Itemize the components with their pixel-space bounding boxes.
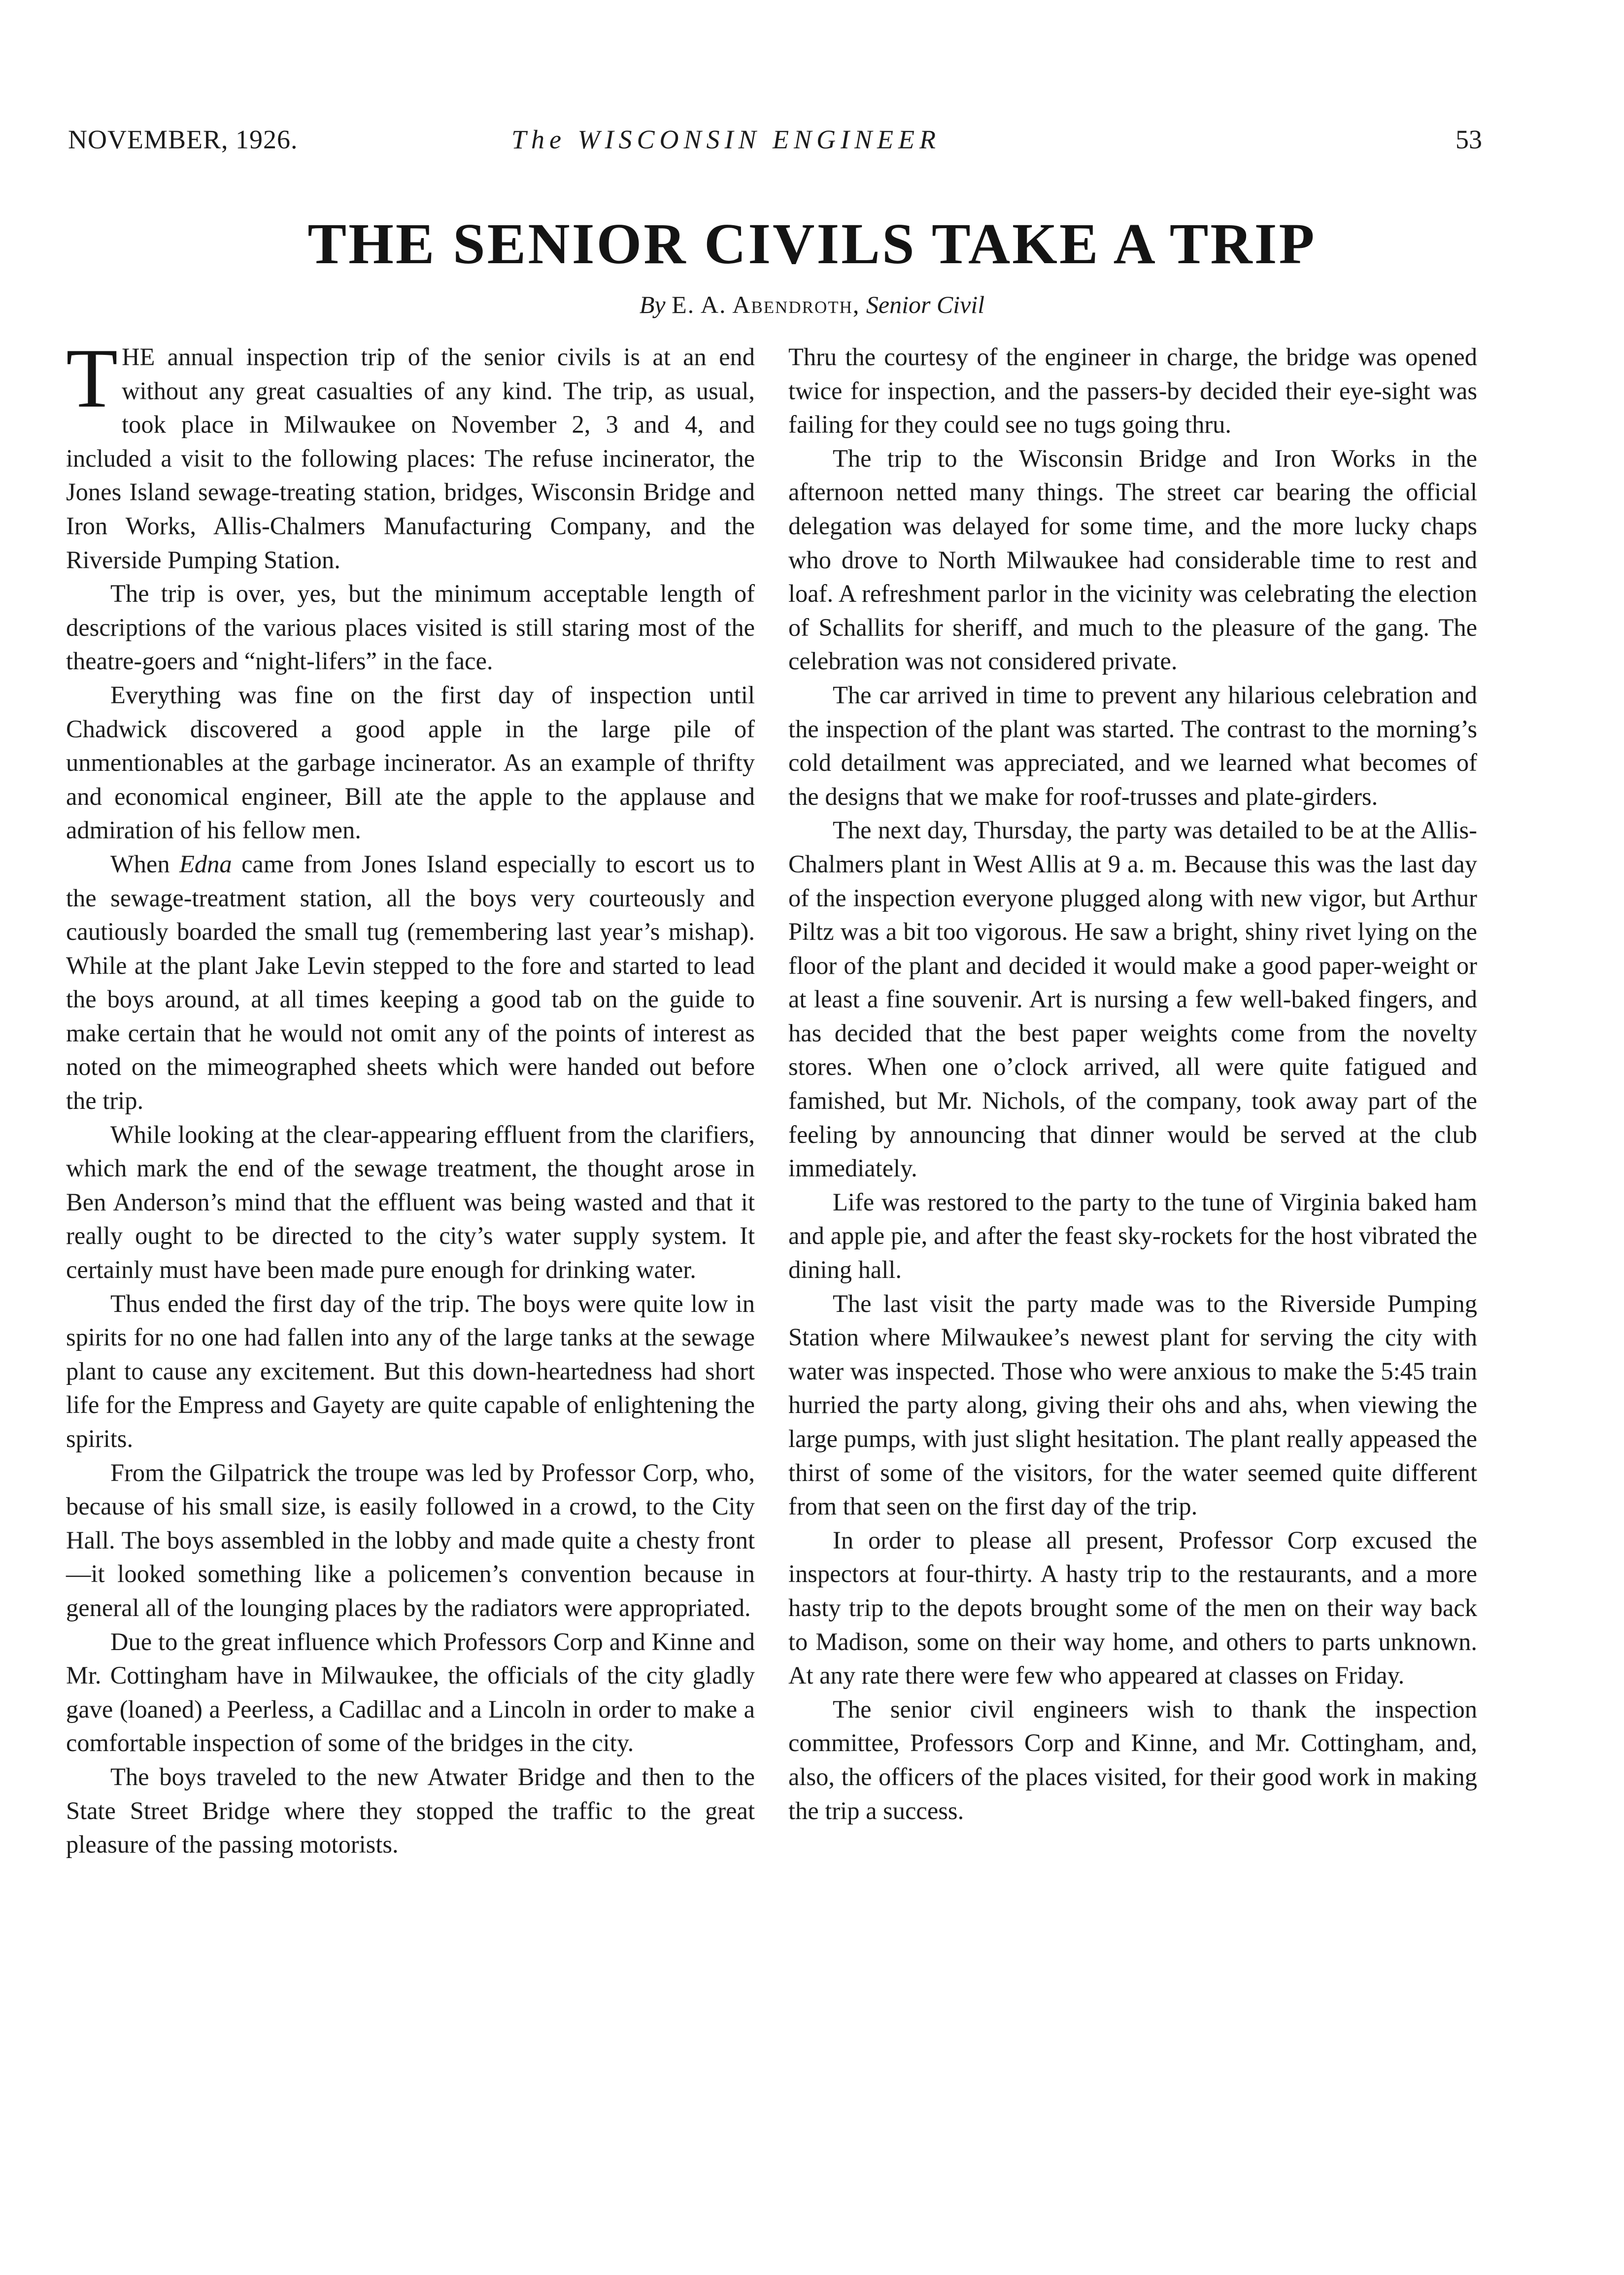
running-head (68, 122, 1482, 157)
paragraph: Thus ended the first day of the trip. The boys were quite low in spirits for no one had fallen into any of the large tanks at the sewage plant to cause any excitement. But this down-heartedness had short life for the Empress and Gayety are quite capable of enlightening the spirits. (66, 1289, 755, 1452)
paragraph: The boys traveled to the new Atwater Bridge and then to the State Street Bridge where they stopped the traffic to the great pleasure of the passing motorists. (66, 1762, 755, 1859)
page-number: 53 (1455, 125, 1482, 154)
issue-date: NOVEMBER, 1926. (68, 125, 298, 154)
paragraph-text: came from Jones Island especially to escort us to the sewage-treatment station, all the boys very courteously and cautiously boarded the small tug (remembering last year’s mishap). While at the plant Jake Levin stepped to the fore and started to lead the boys around, at all times keeping a good tab on the guide to make certain that he would not omit any of the points of interest as noted on the mimeographed sheets which were handed out before the trip. (66, 850, 755, 1115)
drop-cap: T (66, 332, 118, 425)
paragraph-text: When (110, 850, 170, 878)
paragraph (66, 332, 755, 577)
byline-role: Senior Civil (866, 291, 985, 318)
paragraph: The senior civil engineers wish to thank the inspection committee, Professors Corp and Kinne, and Mr. Cottingham, and, also, the officers of the places visited, for their good work in making the trip a success. (788, 1695, 1477, 1825)
paragraph: The next day, Thursday, the party was detailed to be at the Allis-Chalmers plant in West Allis at 9 a. m. Because this was the last day of the inspection everyone plugged along with new vigor, but Arthur Piltz was a bit too vigorous. He saw a bright, shiny rivet lying on the floor of the plant and decided it would make a good paper-weight or at least a fine souvenir. Art is nursing a few well-baked fingers, and has decided that the best paper weights come from the novelty stores. When one o’clock arrived, all were quite fatigued and famished, but Mr. Nichols, of the company, took away part of the feeling by announcing that dinner would be served at the club immediately. (788, 816, 1477, 1182)
paragraph: The car arrived in time to prevent any hilarious celebration and the inspection of the plant was started. The contrast to the morning’s cold detailment was appreciated, and we learned what becomes of the designs that we make for roof-trusses and plate-girders. (788, 681, 1477, 810)
paragraph (66, 847, 755, 1118)
paragraph: Thru the courtesy of the engineer in charge, the bridge was opened twice for inspection, and the passers-by decided their eye-sight was failing for they could see no tugs going thru. (788, 343, 1477, 439)
paragraph: In order to please all present, Professor Corp excused the inspectors at four-thirty. A hasty trip to the restaurants, and a more hasty trip to the depots brought some of the men on their way back to Madison, some on their way home, and others to parts unknown. At any rate there were few who appeared at classes on Friday. (788, 1526, 1477, 1689)
byline (0, 288, 1624, 321)
paragraph: Everything was fine on the first day of inspection until Chadwick discovered a good apple in the large pile of unmentionables at the garbage incinerator. As an example of thrifty and economical engineer, Bill ate the apple to the applause and admiration of his fellow men. (66, 681, 755, 844)
right-column (788, 340, 1477, 1827)
paragraph: The last visit the party made was to the Riverside Pumping Station where Milwaukee’s newest plant for serving the city with water was inspected. Those who were anxious to make the 5:45 train hurried the party along, giving their ohs and ahs, when viewing the large pumps, with just slight hesitation. The plant really appeased the thirst of some of the visitors, for the water seemed quite different from that seen on the first day of the trip. (788, 1289, 1477, 1520)
boat-name: Edna (179, 850, 232, 878)
paragraph: While looking at the clear-appearing effluent from the clarifiers, which mark the end of the sewage treatment, the thought arose in Ben Anderson’s mind that the effluent was being wasted and that it really ought to be directed to the city’s water supply system. It certainly must have been made pure enough for drinking water. (66, 1120, 755, 1284)
paragraph: Life was restored to the party to the tune of Virginia baked ham and apple pie, and after the feast sky-rockets for the host vibrated the dining hall. (788, 1188, 1477, 1284)
journal-name: The WISCONSIN ENGINEER (511, 125, 941, 154)
paragraph-text: HE annual inspection trip of the senior civils is at an end without any great casualties of any kind. The trip, as usual, took place in Milwaukee on November 2, 3 and 4, and included a visit to the following places: The refuse incinerator, the Jones Island sewage-treating station, bridges, Wisconsin Bridge and Iron Works, Allis-Chalmers Manufacturing Company, and the Riverside Pumping Station. (66, 343, 755, 574)
paragraph: The trip is over, yes, but the minimum acceptable length of descriptions of the various places visited is still staring most of the theatre-goers and “night-lifers” in the face. (66, 580, 755, 675)
byline-author: E. A. Abendroth, (672, 291, 860, 318)
paragraph: From the Gilpatrick the troupe was led by Professor Corp, who, because of his small size, is easily followed in a crowd, to the City Hall. The boys assembled in the lobby and made quite a chesty front—it looked something like a policemen’s convention because in general all of the lounging places by the radiators were appropriated. (66, 1458, 755, 1621)
paragraph: Due to the great influence which Professors Corp and Kinne and Mr. Cottingham have in Milwaukee, the officials of the city gladly gave (loaned) a Peerless, a Cadillac and a Lincoln in order to make a comfortable inspection of some of the bridges in the city. (66, 1627, 755, 1757)
article-title: THE SENIOR CIVILS TAKE A TRIP (307, 211, 1317, 276)
paragraph: The trip to the Wisconsin Bridge and Iron Works in the afternoon netted many things. The street car bearing the official delegation was delayed for some time, and the more lucky chaps who drove to North Milwaukee had considerable time to rest and loaf. A refreshment parlor in the vicinity was celebrating the election of Schallits for sheriff, and much to the pleasure of the gang. The celebration was not considered private. (788, 444, 1477, 675)
byline-by: By (639, 291, 666, 318)
left-column (66, 332, 755, 1861)
